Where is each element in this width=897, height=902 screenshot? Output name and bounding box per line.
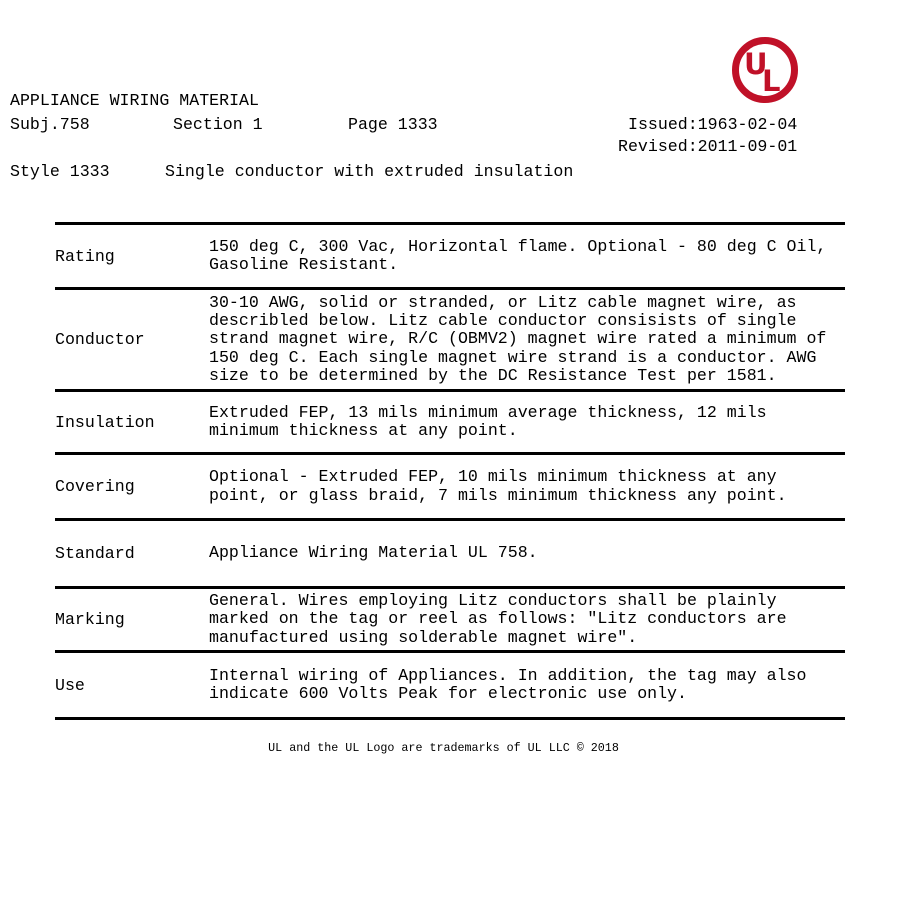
row-label: Covering [55,477,135,496]
subject-number: Subj.758 [10,115,90,134]
table-row-insulation [55,392,845,455]
row-label: Use [55,675,85,695]
table-row-covering [55,455,845,521]
row-label: Marking [55,610,125,629]
row-value: 150 deg C, 300 Vac, Horizontal flame. Optional - 80 deg C Oil, Gasoline Resistant. [209,236,827,274]
ul-logo-icon [731,36,799,104]
row-label: Insulation [55,412,155,432]
trademark-notice: UL and the UL Logo are trademarks of UL LLC © 2018 [268,741,619,755]
style-number: Style 1333 [10,162,110,181]
page-number-label: Page 1333 [348,115,438,134]
table-row-marking [55,589,845,653]
table-row-conductor [55,290,845,392]
section-label: Section 1 [173,115,263,134]
table-row-standard [55,521,845,589]
row-value: Appliance Wiring Material UL 758. [209,543,538,563]
row-label: Standard [55,544,135,563]
table-row-use [55,653,845,720]
row-value: Extruded FEP, 13 mils minimum average thickness, 12 mils minimum thickness at any point. [209,402,767,440]
row-value: Optional - Extruded FEP, 10 mils minimum thickness at any point, or glass braid, 7 mils minimum thickness any point. [209,467,787,505]
ul-logo-letter-u: U [744,47,768,81]
document-title: APPLIANCE WIRING MATERIAL [10,91,259,110]
table-row-rating [55,225,845,290]
row-value: 30-10 AWG, solid or stranded, or Litz cable magnet wire, as describled below. Litz cable conductor consisists of single strand magnet wire, R/C (OBMV2) magnet wire rated a minimum of 150 deg C. Each single magnet wire strand is a conductor. AWG size to be determined by the DC Resistance Test per 1581. [209,292,827,385]
row-label: Conductor [55,330,145,349]
row-value: General. Wires employing Litz conductors shall be plainly marked on the tag or reel as follows: "Litz conductors are manufactured using solderable magnet wire". [209,591,787,647]
revised-date: Revised:2011-09-01 [618,137,798,156]
issued-date: Issued:1963-02-04 [628,115,798,134]
row-value: Internal wiring of Appliances. In addition, the tag may also indicate 600 Volts Peak for electronic use only. [209,665,807,703]
ul-logo-letter-l: L [762,64,781,98]
row-label: Rating [55,246,115,266]
style-description: Single conductor with extruded insulation [165,162,574,181]
spec-table [55,222,845,720]
